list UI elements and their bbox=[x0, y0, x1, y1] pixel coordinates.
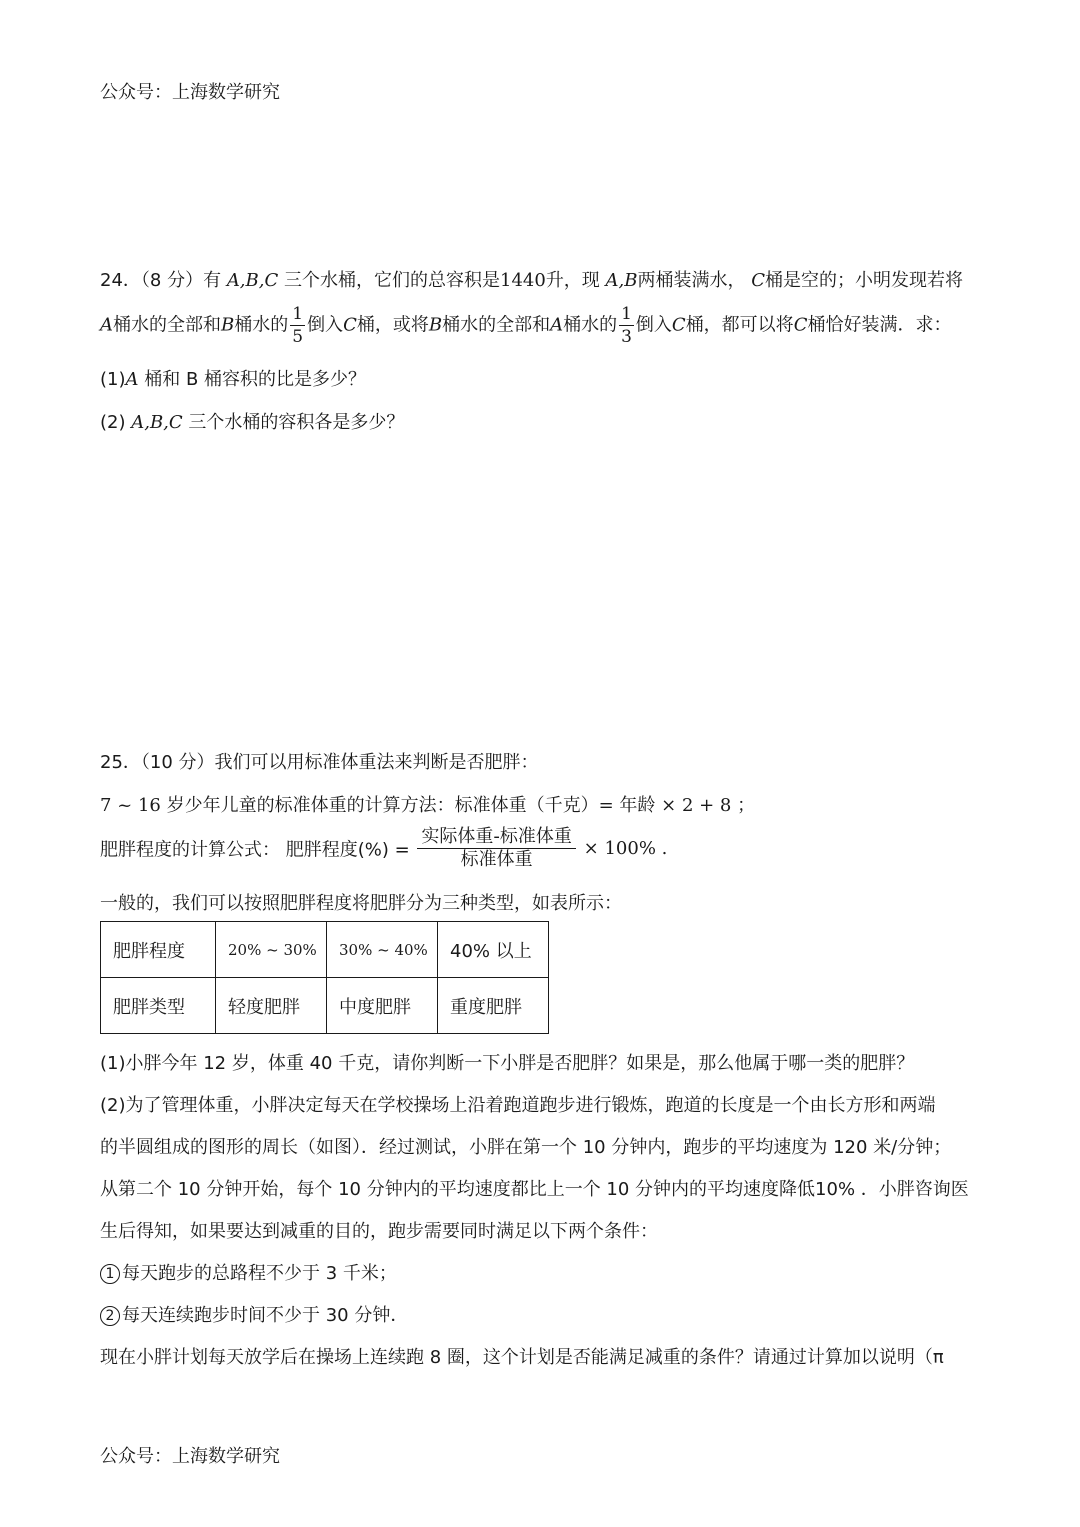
obesity-fraction bbox=[417, 826, 576, 871]
q24-text: 两桶装满水， bbox=[637, 270, 746, 291]
q24-var-c: C bbox=[751, 270, 766, 291]
fraction-one-third bbox=[619, 303, 634, 348]
q24-text: 桶水的全部和 bbox=[442, 314, 551, 336]
q24-var-b: B bbox=[221, 314, 235, 336]
table-cell: 40% 以上 bbox=[438, 922, 549, 978]
sub-prefix: (1) bbox=[100, 369, 126, 390]
table-cell: 肥胖程度 bbox=[101, 922, 216, 978]
fraction-one-fifth bbox=[290, 303, 305, 348]
q24-var-a: A bbox=[550, 314, 564, 336]
q24-text: 桶水的全部和 bbox=[113, 314, 221, 336]
percent-factor: × 100% . bbox=[583, 838, 668, 859]
q25-degree-line bbox=[100, 826, 667, 871]
frac-num: 1 bbox=[292, 304, 304, 324]
q25-final: 现在小胖计划每天放学后在操场上连续跑 8 圈，这个计划是否能满足减重的条件？请通过计算加以说明（π bbox=[100, 1347, 944, 1368]
q24-line2 bbox=[100, 303, 951, 348]
q24-line1 bbox=[100, 266, 963, 292]
condition-2 bbox=[100, 1301, 408, 1327]
q24-text: 桶水的 bbox=[563, 314, 618, 336]
std-formula: = 年龄 × 2 + 8 ； bbox=[598, 795, 756, 816]
q24-sub1-text: 桶和 B 桶容积的比是多少？ bbox=[138, 369, 367, 390]
q24-text: 桶是空的；小明发现若将 bbox=[765, 270, 964, 291]
table-intro: 一般的，我们可以按照肥胖程度将肥胖分为三种类型，如表所示： bbox=[100, 893, 622, 914]
circled-number: 2 bbox=[100, 1306, 120, 1326]
q24-text: 升，现 bbox=[545, 270, 600, 291]
q24-var-b: B bbox=[428, 314, 443, 336]
table-cell: 30% ~ 40% bbox=[327, 922, 438, 978]
q24-sub1 bbox=[100, 365, 366, 391]
frac-num: 实际体重-标准体重 bbox=[417, 826, 576, 849]
table-cell: 肥胖类型 bbox=[101, 978, 216, 1034]
q24-total: 1440 bbox=[500, 270, 546, 291]
q24-sub2 bbox=[100, 408, 404, 434]
q24-text: 三个水桶，它们的总容积是 bbox=[284, 270, 500, 291]
age-range: 7 ~ 16 bbox=[100, 795, 161, 816]
q25-std-line bbox=[100, 791, 755, 817]
q25-text: 岁少年儿童的标准体重的计算方法：标准体重（千克） bbox=[160, 795, 599, 816]
condition-text: 每天连续跑步时间不少于 30 分钟． bbox=[122, 1305, 409, 1326]
q25-sub2-line1: (2)为了管理体重，小胖决定每天在学校操场上沿着跑道跑步进行锻炼，跑道的长度是一个由长方形和两端 bbox=[100, 1095, 936, 1116]
table-cell: 20% ~ 30% bbox=[216, 922, 327, 978]
q24-number: 24．（8 分）有 bbox=[100, 270, 222, 291]
q24-text: 桶恰好装满．求： bbox=[807, 314, 952, 336]
table-row bbox=[101, 978, 549, 1034]
q24-text: 桶，都可以将 bbox=[685, 314, 794, 336]
q24-var-c: C bbox=[343, 314, 357, 336]
q25-title: 25．（10 分）我们可以用标准体重法来判断是否肥胖： bbox=[100, 752, 539, 773]
q24-text: 倒入 bbox=[307, 314, 344, 336]
q24-var-c: C bbox=[671, 314, 686, 336]
q25-sub1: (1)小胖今年 12 岁，体重 40 千克，请你判断一下小胖是否肥胖？如果是，那么他属于哪一类的肥胖？ bbox=[100, 1053, 915, 1074]
frac-num: 1 bbox=[621, 304, 632, 324]
q24-text: 倒入 bbox=[635, 314, 672, 336]
table-cell: 重度肥胖 bbox=[438, 978, 549, 1034]
q25-text: 肥胖程度的计算公式： 肥胖程度(%) = bbox=[100, 839, 410, 861]
q24-text: 桶，或将 bbox=[356, 314, 429, 336]
condition-1 bbox=[100, 1259, 397, 1285]
circled-number: 1 bbox=[100, 1264, 120, 1284]
table-row bbox=[101, 922, 549, 978]
q24-var-a: A bbox=[100, 314, 113, 336]
q25-sub2-line3: 从第二个 10 分钟开始，每个 10 分钟内的平均速度都比上一个 10 分钟内的平均速度降低10% ．小胖咨询医 bbox=[100, 1179, 969, 1200]
frac-den: 标准体重 bbox=[460, 849, 533, 870]
condition-text: 每天跑步的总路程不少于 3 千米； bbox=[122, 1263, 397, 1284]
q25-sub2-line2: 的半圆组成的图形的周长（如图）．经过测试，小胖在第一个 10 分钟内，跑步的平均速度为 120 米/分钟； bbox=[100, 1137, 952, 1158]
frac-den: 3 bbox=[621, 327, 632, 347]
page-header: 公众号：上海数学研究 bbox=[100, 82, 280, 103]
q24-vars-ab: A,B bbox=[605, 270, 638, 291]
obesity-table bbox=[100, 921, 549, 1034]
q24-var-c: C bbox=[793, 314, 808, 336]
q25-sub2-line4: 生后得知，如果要达到减重的目的，跑步需要同时满足以下两个条件： bbox=[100, 1221, 658, 1242]
q24-text: 桶水的 bbox=[234, 314, 289, 336]
page-footer: 公众号：上海数学研究 bbox=[100, 1446, 280, 1467]
table-cell: 轻度肥胖 bbox=[216, 978, 327, 1034]
q24-sub2-text: 三个水桶的容积各是多少？ bbox=[182, 412, 405, 433]
sub-prefix: (2) bbox=[100, 412, 132, 433]
q24-vars-abc: A,B,C bbox=[131, 412, 183, 433]
table-cell: 中度肥胖 bbox=[327, 978, 438, 1034]
q24-var-a: A bbox=[125, 369, 139, 390]
frac-den: 5 bbox=[292, 327, 304, 347]
q24-vars-abc: A,B,C bbox=[226, 270, 279, 291]
